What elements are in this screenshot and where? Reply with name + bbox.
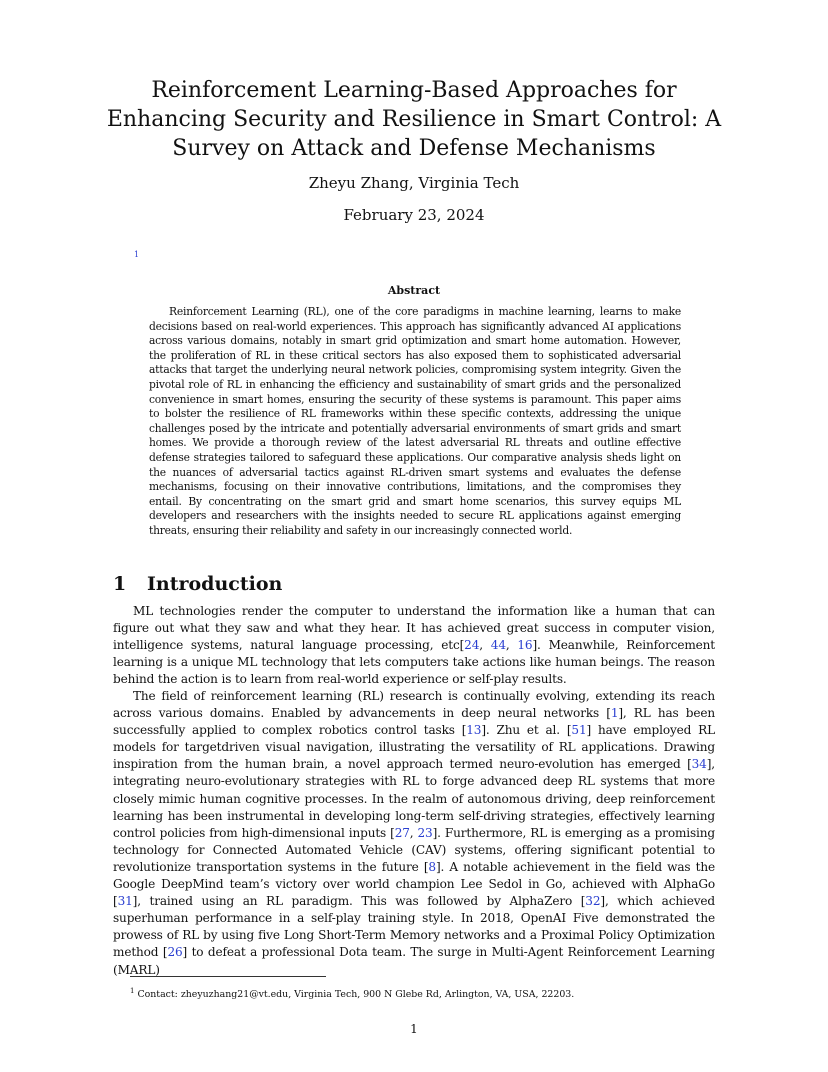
citation-link[interactable]: 32 [585,894,601,909]
citation-link[interactable]: 24 [464,638,480,653]
text-span: ], trained using an RL paradigm. This was followed by AlphaZero [ [132,894,586,909]
text-span: ], integrating neuro-evolutionary strategies with RL to forge advanced deep RL systems that more closely mimic human cognitive processes. In the realm of autonomous driving, deep reinforcement learning has been instrumental in developing long-term self-driving strategies, effectively learning control policies from high-dimensional inputs [ [113,757,715,840]
footnote-divider [130,976,326,977]
text-span: ], which achieved superhuman performance in a self-play training style. In 2018, OpenAI Five demonstrated the prowess of RL by using five Long Short-Term Memory networks and a Proximal Policy Optimization method [ [113,894,715,960]
citation-link[interactable]: 23 [417,825,433,840]
text-span: , [505,638,518,653]
citation-link[interactable]: 44 [490,638,506,653]
intro-paragraph-1 [113,603,715,688]
text-span: The field of reinforcement learning (RL) research is continually evolving, extending its reach across various domains. Enabled by advancements in deep neural networks [ [113,689,715,721]
text-span: ]. Zhu et al. [ [481,723,572,738]
citation-link[interactable]: 26 [167,945,183,960]
citation-link[interactable]: 16 [517,638,533,653]
page-number: 1 [410,1022,418,1036]
citation-link[interactable]: 8 [428,859,436,874]
text-span: , [409,825,418,840]
text-span: ], RL has been successfully applied to complex robotics control tasks [ [113,706,715,738]
section-title: Introduction [147,573,283,595]
citation-link[interactable]: 51 [571,723,587,738]
section-number: 1 [113,573,127,595]
footnote-marker: 1 [130,987,135,995]
abstract-heading: Abstract [387,284,441,297]
citation-link[interactable]: 1 [610,706,619,721]
footnote-marker-link[interactable]: 1 [134,250,140,259]
paper-author: Zheyu Zhang, Virginia Tech [308,174,520,192]
text-span: ] to defeat a professional Dota team. The surge in Multi-Agent Reinforcement Learning (MARL) [113,945,715,977]
intro-paragraph-2 [113,688,715,979]
footnote [130,985,730,1001]
citation-link[interactable]: 34 [691,757,707,772]
text-span: ]. A notable achievement in the field was the Google DeepMind team’s victory over world champion Lee Sedol in Go, achieved with AlphaGo [ [113,859,715,909]
citation-link[interactable]: 27 [394,825,410,840]
citation-link[interactable]: 31 [117,894,133,909]
text-span: ML technologies render the computer to understand the information like a human that can figure out what they saw and what they hear. It has achieved great success in computer vision, intelligence systems, natural language processing, etc[ [113,604,715,653]
footnote-text: Contact: zheyuzhang21@vt.edu, Virginia Tech, 900 N Glebe Rd, Arlington, VA, USA, 22203. [134,989,575,1001]
text-span: , [479,638,491,653]
paper-title: Reinforcement Learning-Based Approaches for Enhancing Security and Resilience in Smart Control: A Survey on Attack and Defense Mechanisms [106,78,722,161]
text-span: ]. Meanwhile, Reinforcement learning is a unique ML technology that lets computers take actions like human beings. The reason behind the action is to learn from real-world experience or self-play results. [113,638,716,687]
section-heading [113,573,282,595]
abstract-text: Reinforcement Learning (RL), one of the core paradigms in machine learning, learns to make decisions based on real-world experiences. This approach has significantly advanced AI applications across various domains, notably in smart grid optimization and smart home automation. However, the proliferation of RL in these critical sectors has also exposed them to sophisticated adversarial attacks that target the underlying neural network policies, compromising system integrity. Given the pivotal role of RL in enhancing the efficiency and sustainability of smart grids and the personalized convenience in smart homes, ensuring the security of these systems is paramount. This paper aims to bolster the resilience of RL frameworks within these specific contexts, addressing the unique challenges posed by the intricate and potentially adversarial environments of smart grids and smart homes. We provide a thorough review of the latest adversarial RL threats and outline effective defense strategies tailored to safeguard these applications. Our comparative analysis sheds light on the nuances of adversarial tactics against RL-driven smart systems and evaluates the defense mechanisms, focusing on their innovative contributions, limitations, and the compromises they entail. By concentrating on the smart grid and smart home scenarios, this survey equips ML developers and researchers with the insights needed to secure RL applications against emerging threats, ensuring their reliability and safety in our increasingly connected world. [149,305,681,537]
citation-link[interactable]: 13 [466,723,482,738]
text-span: ]. Furthermore, RL is emerging as a promising technology for Connected Automated Vehicle (CAV) systems, offering significant potential to revolutionize transportation systems in the future [ [113,825,715,874]
paper-date: February 23, 2024 [343,206,485,224]
text-span: ] have employed RL models for targetdriven visual navigation, illustrating the versatility of RL applications. Drawing inspiration from the human brain, a novel approach termed neuro-evolution has emerged [ [113,723,715,772]
